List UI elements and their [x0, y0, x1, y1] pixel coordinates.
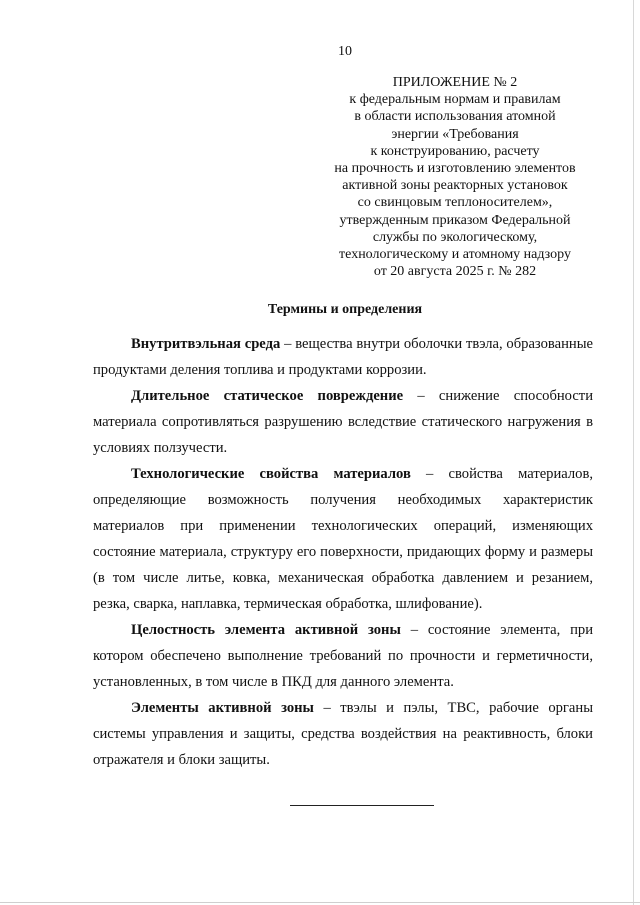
definition-paragraph: [93, 461, 593, 617]
appendix-line: ПРИЛОЖЕНИЕ № 2: [392, 75, 518, 90]
scan-edge-right: [633, 0, 634, 905]
definition-paragraph: [93, 617, 593, 695]
appendix-line: технологическому и атомному надзору: [339, 247, 571, 263]
section-title: Термины и определения: [267, 302, 423, 317]
definition-paragraph: [93, 383, 593, 461]
footer-divider: [290, 805, 434, 806]
definition-dash: –: [410, 466, 449, 482]
definition-text: свойства материалов, определяющие возможность получения необходимых характеристик материалов при применении технологических операций, изменяющих состояние материала, структуру его поверхности, придающих форму и размеры (в том числе литье, ковка, механическая обработка давлением и резанием, резка, сварка, наплавка, термическая обработка, шлифование).: [93, 466, 594, 612]
appendix-line: службы по экологическому,: [372, 229, 538, 245]
definition-term: Элементы активной зоны: [131, 700, 314, 716]
definition-paragraph: [93, 695, 593, 773]
appendix-line: со свинцовым теплоносителем»,: [357, 195, 553, 211]
definition-dash: –: [280, 336, 296, 352]
definition-dash: –: [313, 700, 341, 716]
definition-term: Технологические свойства материалов: [131, 466, 411, 482]
appendix-line: к федеральным нормам и правилам: [349, 92, 561, 108]
appendix-line: от 20 августа 2025 г. № 282: [373, 264, 537, 280]
definition-term: Внутритвэльная среда: [131, 336, 281, 352]
scan-edge-bottom: [0, 902, 640, 903]
appendix-line: в области использования атомной: [354, 109, 556, 125]
appendix-line: энергии «Требования: [391, 126, 519, 142]
definition-dash: –: [403, 388, 439, 404]
definition-text: вещества внутри оболочки твэла, образованные продуктами деления топлива и продуктами коррозии.: [93, 336, 593, 378]
definition-paragraph: [93, 331, 593, 383]
page-number: 10: [338, 44, 352, 59]
definition-text: твэлы и пэлы, ТВС, рабочие органы системы управления и защиты, средства воздействия на реактивность, блоки отражателя и блоки защиты.: [93, 700, 594, 768]
appendix-line: утвержденным приказом Федеральной: [339, 212, 571, 228]
appendix-line: на прочность и изготовлению элементов: [334, 161, 576, 177]
definition-text: снижение способности материала сопротивляться разрушению вследствие статического нагружения в условиях ползучести.: [93, 388, 593, 456]
definition-dash: –: [400, 622, 428, 638]
definition-term: Длительное статическое повреждение: [131, 388, 404, 404]
definition-term: Целостность элемента активной зоны: [131, 622, 401, 638]
definition-text: состояние элемента, при котором обеспечено выполнение требований по прочности и герметичности, установленных, в том числе в ПКД для данного элемента.: [93, 622, 594, 690]
appendix-header: [330, 74, 580, 280]
appendix-line: активной зоны реакторных установок: [342, 178, 568, 194]
appendix-line: к конструированию, расчету: [370, 143, 540, 159]
